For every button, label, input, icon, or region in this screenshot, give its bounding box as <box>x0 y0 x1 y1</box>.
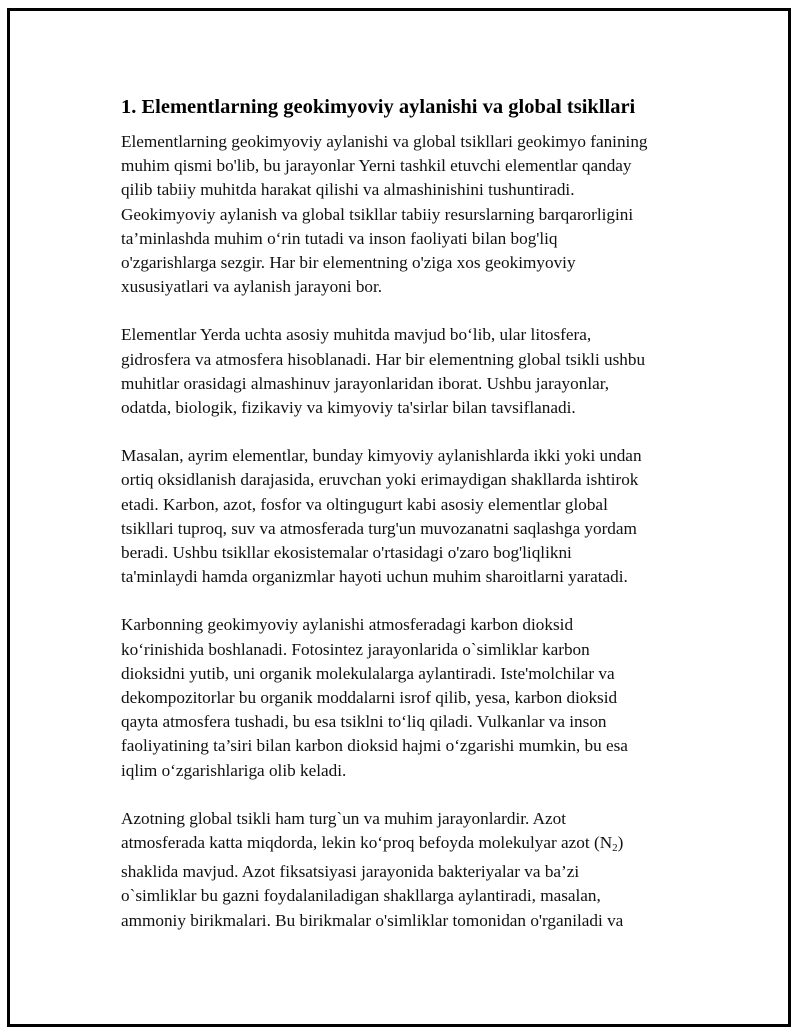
section-heading: 1. Elementlarning geokimyoviy aylanishi va global tsikllari <box>121 96 636 118</box>
text-line: ortiq oksidlanish darajasida, eruvchan yoki erimaydigan shakllarda ishtirok <box>121 470 639 490</box>
text-line: tsikllari tuproq, suv va atmosferada turg'un muvozanatni saqlashga yordam <box>121 518 637 538</box>
formula-suffix-text: ) <box>617 833 624 853</box>
text-line: faoliyatining ta’siri bilan karbon dioksid hajmi o‘zgarishi mumkin, bu esa <box>121 736 628 756</box>
text-line: dekompozitorlar bu organik moddalarni isrof qilib, yesa, karbon dioksid <box>121 688 618 708</box>
text-line: Masalan, ayrim elementlar, bunday kimyoviy aylanishlarda ikki yoki undan <box>121 446 642 466</box>
text-line: Azotning global tsikli ham turg`un va muhim jarayonlardir. Azot <box>121 808 567 828</box>
text-line: odatda, biologik, fizikaviy va kimyoviy ta'sirlar bilan tavsiflanadi. <box>121 398 576 418</box>
text-line: dioksidni yutib, uni organik molekulalarga aylantiradi. Iste'molchilar va <box>121 663 615 683</box>
paragraph-4 <box>121 613 706 782</box>
paragraph-2 <box>121 323 706 420</box>
text-line: iqlim o‘zgarishlariga olib keladi. <box>121 760 347 780</box>
text-line: Geokimyoviy aylanish va global tsikllar tabiiy resurslarning barqarorligini <box>121 204 634 224</box>
text-line: ta’minlashda muhim o‘rin tutadi va inson faoliyati bilan bog'liq <box>121 228 558 248</box>
text-line: ta'minlaydi hamda organizmlar hayoti uchun muhim sharoitlarni yaratadi. <box>121 567 628 587</box>
text-line: gidrosfera va atmosfera hisoblanadi. Har bir elementning global tsikli ushbu <box>121 349 646 369</box>
document-content <box>121 95 706 957</box>
text-line: o`simliklar bu gazni foydalaniladigan shakllarga aylantiradi, masalan, <box>121 886 601 906</box>
text-line: beradi. Ushbu tsikllar ekosistemalar o'rtasidagi o'zaro bog'liqlikni <box>121 543 572 563</box>
text-line: Elementlar Yerda uchta asosiy muhitda mavjud bo‘lib, ular litosfera, <box>121 325 592 345</box>
text-line-with-formula <box>121 831 706 860</box>
formula-prefix-text: atmosferada katta miqdorda, lekin ko‘proq befoyda molekulyar azot (N <box>121 833 613 853</box>
text-line: ammoniy birikmalari. Bu birikmalar o'simliklar tomonidan o'rganiladi va <box>121 910 624 930</box>
text-line: qilib tabiiy muhitda harakat qilishi va almashinishini tushuntiradi. <box>121 180 575 200</box>
subscript-number: 2 <box>612 842 618 855</box>
paragraph-5 <box>121 807 706 933</box>
text-line: muhim qismi bo'lib, bu jarayonlar Yerni tashkil etuvchi elementlar qanday <box>121 156 632 176</box>
text-line: Karbonning geokimyoviy aylanishi atmosferadagi karbon dioksid <box>121 615 574 635</box>
text-line: etadi. Karbon, azot, fosfor va oltingugurt kabi asosiy elementlar global <box>121 494 608 514</box>
paragraph-1 <box>121 130 706 299</box>
text-line: shaklida mavjud. Azot fiksatsiyasi jarayonida bakteriyalar va ba’zi <box>121 862 580 882</box>
page-frame <box>7 8 791 1027</box>
text-line: muhitlar orasidagi almashinuv jarayonlaridan iborat. Ushbu jarayonlar, <box>121 373 610 393</box>
paragraph-3 <box>121 444 706 589</box>
text-line: ko‘rinishida boshlanadi. Fotosintez jarayonlarida o`simliklar karbon <box>121 639 590 659</box>
text-line: Elementlarning geokimyoviy aylanishi va global tsikllari geokimyo fanining <box>121 132 648 151</box>
text-line: xususiyatlari va aylanish jarayoni bor. <box>121 277 383 297</box>
text-line: qayta atmosfera tushadi, bu esa tsiklni to‘liq qiladi. Vulkanlar va inson <box>121 712 607 732</box>
text-line: o'zgarishlarga sezgir. Har bir elementning o'ziga xos geokimyoviy <box>121 253 576 273</box>
